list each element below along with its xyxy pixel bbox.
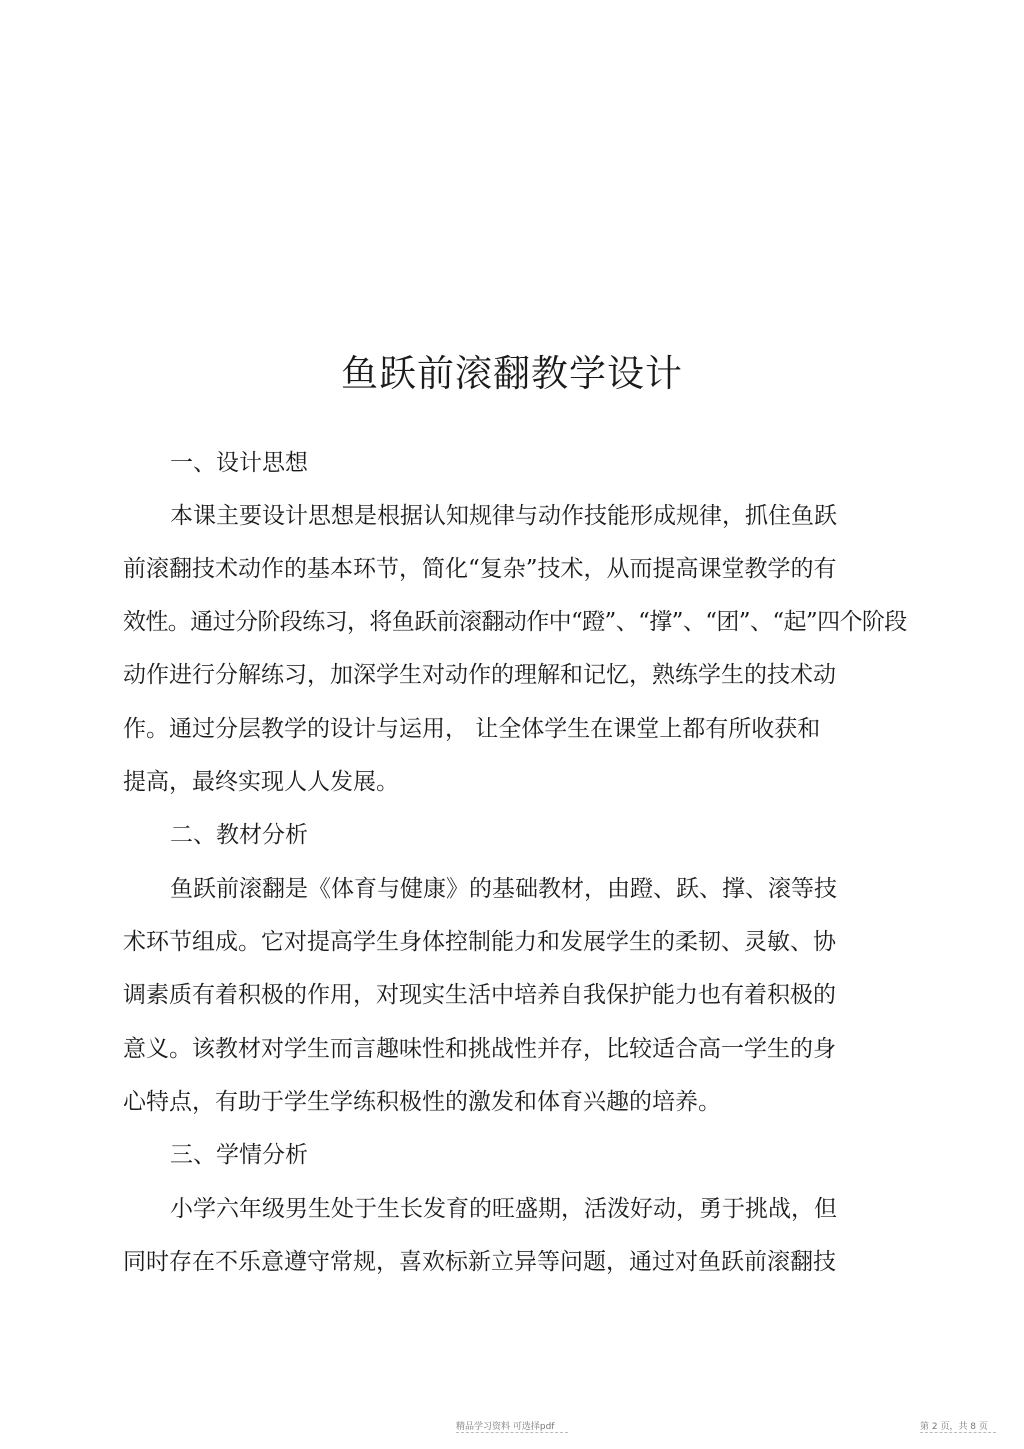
- paragraph-line: 心特点，有助于学生学练积极性的激发和体育兴趣的培养。: [123, 1089, 721, 1115]
- section-heading: 一、设计思想: [170, 450, 308, 476]
- footer-divider: [456, 1432, 568, 1433]
- footer-watermark-text: 精品学习资料 可选择pdf: [456, 1422, 555, 1432]
- section-heading: 三、学情分析: [170, 1142, 308, 1168]
- paragraph-line: 效性。通过分阶段练习，将鱼跃前滚翻动作中“蹬”、“撑”、“团”、“起”四个阶段: [123, 609, 907, 635]
- paragraph-line: 提高，最终实现人人发展。: [123, 769, 399, 795]
- section-heading: 二、教材分析: [170, 822, 308, 848]
- paragraph-line: 前滚翻技术动作的基本环节，简化“复杂”技术，从而提高课堂教学的有: [123, 556, 837, 582]
- paragraph-line: 术环节组成。它对提高学生身体控制能力和发展学生的柔韧、灵敏、协: [123, 929, 836, 955]
- footer-divider: [920, 1432, 996, 1433]
- paragraph-line: 鱼跃前滚翻是《体育与健康》的基础教材，由蹬、跃、撑、滚等技: [170, 876, 837, 902]
- paragraph-line: 作。通过分层教学的设计与运用， 让全体学生在课堂上都有所收获和: [123, 716, 821, 742]
- paragraph-line: 小学六年级男生处于生长发育的旺盛期，活泼好动，勇于挑战，但: [170, 1196, 837, 1222]
- footer-page-number: 第 2 页，共 8 页: [920, 1422, 988, 1432]
- paragraph-line: 同时存在不乐意遵守常规，喜欢标新立异等问题，通过对鱼跃前滚翻技: [123, 1249, 836, 1275]
- paragraph-line: 调素质有着积极的作用，对现实生活中培养自我保护能力也有着积极的: [123, 982, 836, 1008]
- document-title: 鱼跃前滚翻教学设计: [341, 352, 683, 395]
- paragraph-line: 本课主要设计思想是根据认知规律与动作技能形成规律，抓住鱼跃: [170, 503, 837, 529]
- paragraph-line: 动作进行分解练习，加深学生对动作的理解和记忆，熟练学生的技术动: [123, 662, 836, 688]
- paragraph-line: 意义。该教材对学生而言趣味性和挑战性并存，比较适合高一学生的身: [123, 1036, 836, 1062]
